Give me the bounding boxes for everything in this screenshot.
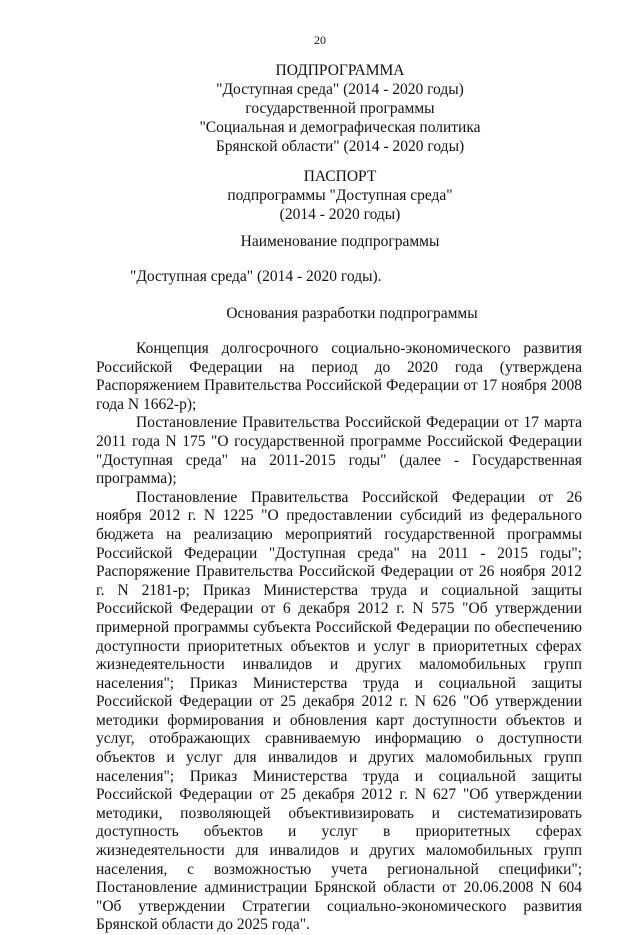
passport-line-3: (2014 - 2020 годы) <box>279 206 401 223</box>
basis-paragraph: Концепция долгосрочного социально-экономического развития Российской Федерации на период до 2020 года (утверждена Распоряжением Правительства Российской Федерации от 17 ноября 2008 года N 1662-р); <box>96 340 582 413</box>
section-heading-basis: Основания разработки подпрограммы <box>226 305 478 322</box>
section-heading-name: Наименование подпрограммы <box>240 233 440 250</box>
title-line-5: Брянской области" (2014 - 2020 годы) <box>215 138 465 155</box>
program-title <box>0 61 640 156</box>
subprogram-name-value: "Доступная среда" (2014 - 2020 годы). <box>130 268 382 285</box>
title-line-2: "Доступная среда" (2014 - 2020 годы) <box>216 81 464 98</box>
passport-line-2: подпрограммы "Доступная среда" <box>227 187 453 204</box>
passport-title <box>0 167 640 224</box>
basis-body <box>96 340 582 935</box>
page-number: 20 <box>314 33 326 47</box>
basis-paragraph: Постановление Правительства Российской Федерации от 26 ноября 2012 г. N 1225 "О предоставлении субсидий из федерального бюджета на реализацию мероприятий государственной программы Российской Федерации "Доступная среда" на 2011 - 2015 годы"; Распоряжение Правительства Российской Федерации от 26 ноября 2012 г. N 2181-р; Приказ Министерства труда и социальной защиты Российской Федерации от 6 декабря 2012 г. N 575 "Об утверждении примерной программы субъекта Российской Федерации по обеспечению доступности приоритетных объектов и услуг в приоритетных сферах жизнедеятельности инвалидов и других маломобильных групп населения"; Приказ Министерства труда и социальной защиты Российской Федерации от 25 декабря 2012 г. N 626 "Об утверждении методики формирования и обновления карт доступности объектов и услуг, отображающих сравниваемую информацию о доступности объектов и услуг для инвалидов и других маломобильных групп населения"; Приказ Министерства труда и социальной защиты Российской Федерации от 25 декабря 2012 г. N 627 "Об утверждении методики, позволяющей объективизировать и систематизировать доступность объектов и услуг в приоритетных сферах жизнедеятельности для инвалидов и других маломобильных групп населения, с возможностью учета региональной специфики"; Постановление администрации Брянской области от 20.06.2008 N 604 "Об утверждении Стратегии социально-экономического развития Брянской области до 2025 года". <box>96 488 582 934</box>
title-line-1: ПОДПРОГРАММА <box>275 62 405 79</box>
passport-line-1: ПАСПОРТ <box>303 168 377 185</box>
basis-paragraph: Постановление Правительства Российской Федерации от 17 марта 2011 года N 175 "О государственной программе Российской Федерации "Доступная среда" на 2011-2015 годы" (далее - Государственная программа); <box>96 414 582 488</box>
title-line-3: государственной программы <box>245 100 435 117</box>
title-line-4: "Социальная и демографическая политика <box>199 119 481 136</box>
